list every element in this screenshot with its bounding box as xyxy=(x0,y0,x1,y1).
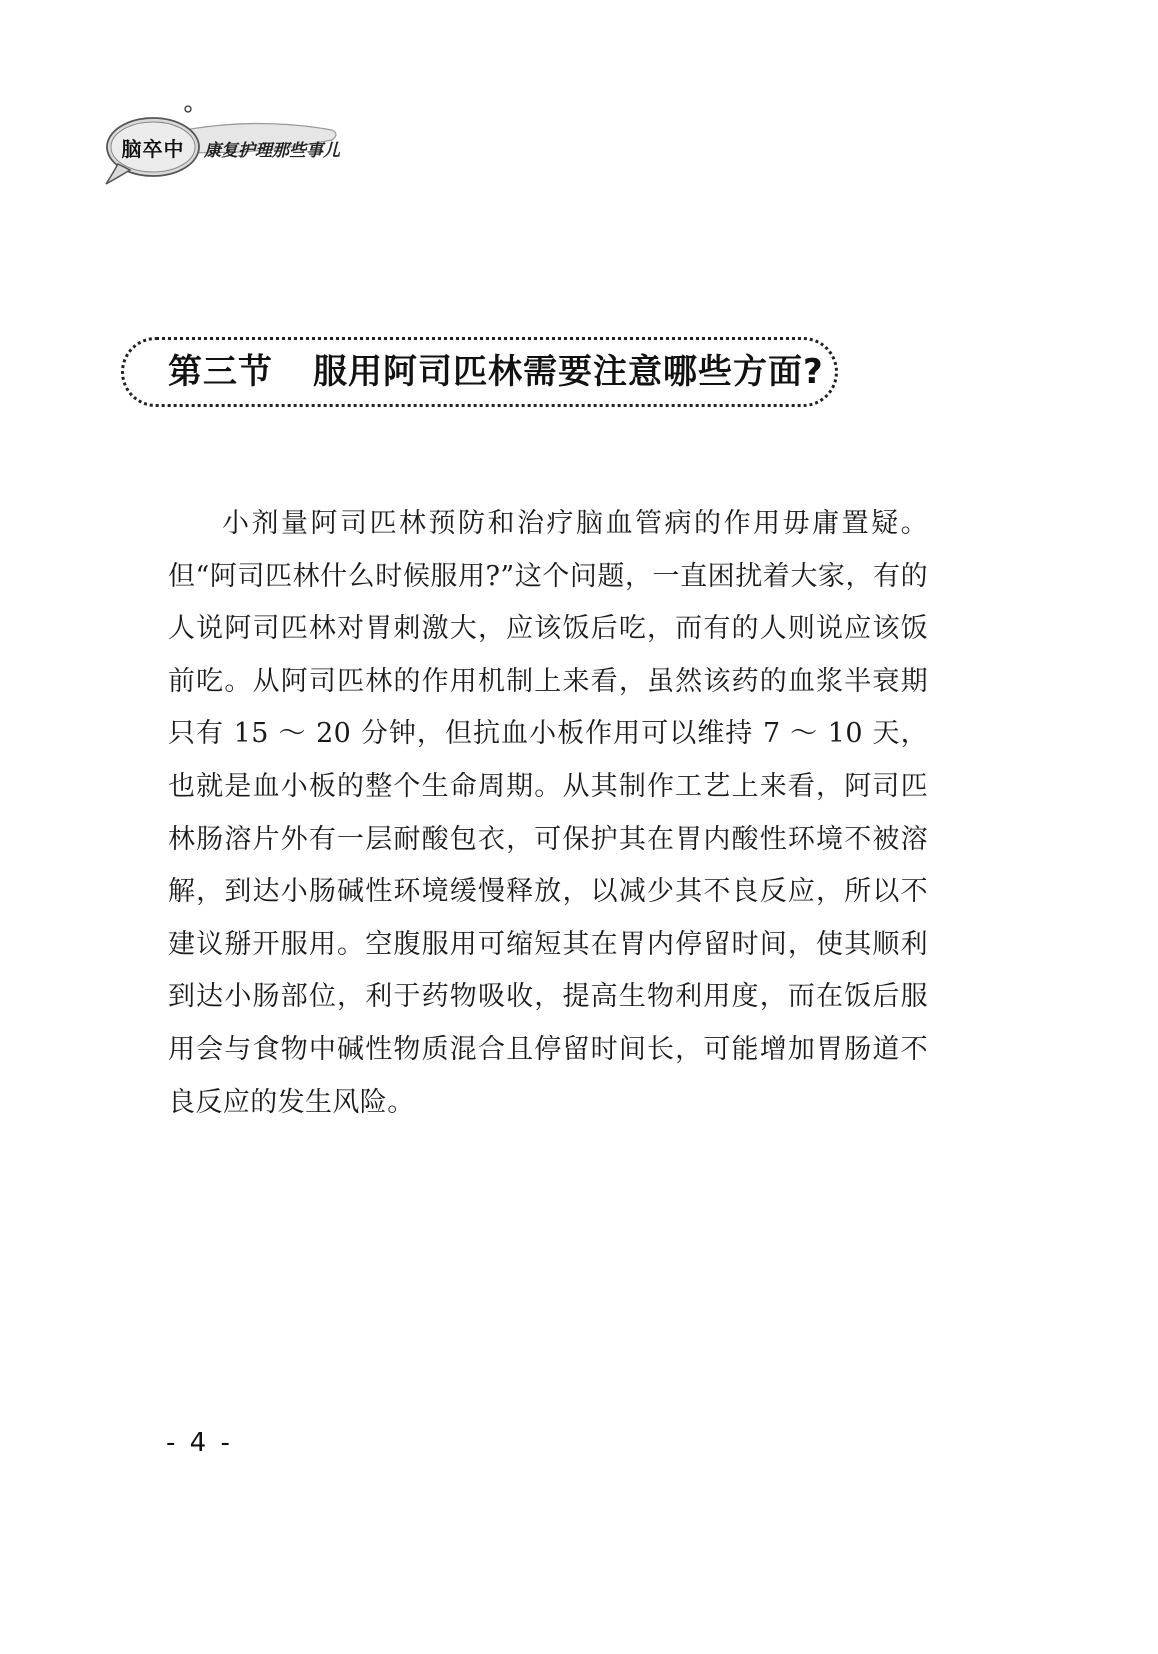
section-number: 第三节 xyxy=(168,352,273,392)
logo-tail-text: 康复护理那些事儿 xyxy=(204,141,340,161)
section-heading xyxy=(168,348,824,396)
page-number: - 4 - xyxy=(166,1428,233,1458)
logo-main-text: 脑卒中 xyxy=(121,136,185,161)
section-title-text: 服用阿司匹林需要注意哪些方面? xyxy=(313,352,824,392)
body-paragraph: 小剂量阿司匹林预防和治疗脑血管病的作用毋庸置疑。但“阿司匹林什么时候服用?”这个问题，一直困扰着大家，有的人说阿司匹林对胃刺激大，应该饭后吃，而有的人则说应该饭前吃。从阿司匹林的作用机制上来看，虽然该药的血浆半衰期只有 15 ～ 20 分钟，但抗血小板作用可以维持 7 ～ 10 天，也就是血小板的整个生命周期。从其制作工艺上来看，阿司匹林肠溶片外有一层耐酸包衣，可保护其在胃内酸性环境不被溶解，到达小肠碱性环境缓慢释放，以减少其不良反应，所以不建议掰开服用。空腹服用可缩短其在胃内停留时间，使其顺利到达小肠部位，利于药物吸收，提高生物利用度，而在饭后服用会与食物中碱性物质混合且停留时间长，可能增加胃肠道不良反应的发生风险。 xyxy=(168,508,928,1118)
header-logo xyxy=(104,104,354,188)
